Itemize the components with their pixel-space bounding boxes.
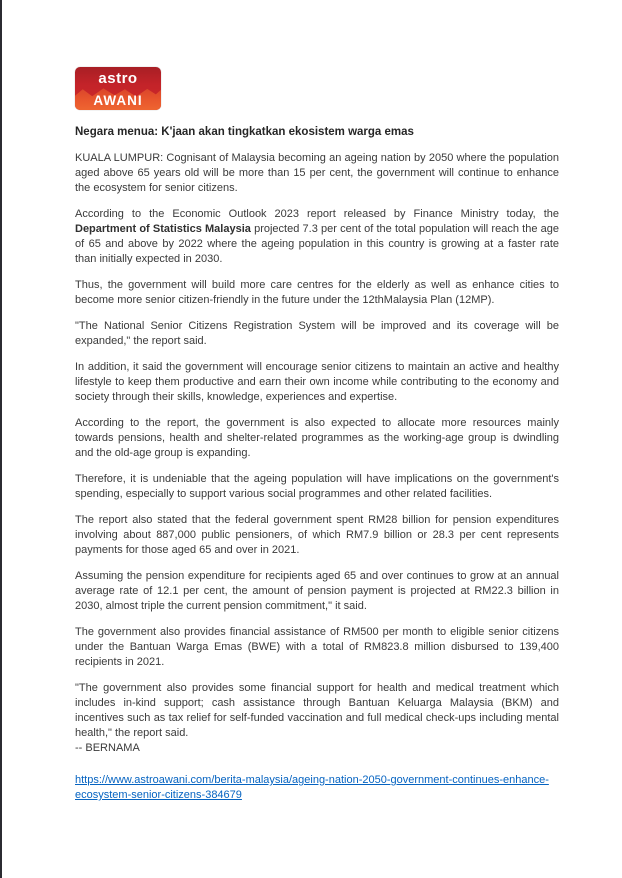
- source-article-link[interactable]: https://www.astroawani.com/berita-malaysia/ageing-nation-2050-government-continues-enhance-ecosystem-senior-citizens-384679: [75, 774, 549, 801]
- astro-awani-logo: [75, 67, 161, 110]
- article-paragraph: Assuming the pension expenditure for recipients aged 65 and over continues to grow at an annual average rate of 12.1 per cent, the amount of pension payment is projected at RM22.3 billion in 2030, almost triple the current pension commitment," it said.: [75, 570, 559, 612]
- article-content: [75, 67, 559, 803]
- article-paragraph: Therefore, it is undeniable that the ageing population will have implications on the government's spending, especially to support various social programmes and other related facilities.: [75, 473, 559, 500]
- paragraph-segment: According to the Economic Outlook 2023 report released by Finance Ministry today, the: [75, 208, 559, 220]
- paragraph-segment: "The government also provides some financial support for health and medical treatment which includes in-kind support; cash assistance through Bantuan Keluarga Malaysia (BKM) and incentives such as tax relief for self-funded vaccination and full medical check-ups including mental health," the report said.: [75, 682, 559, 739]
- article-paragraph: In addition, it said the government will encourage senior citizens to maintain an active and healthy lifestyle to keep them productive and earn their own income while contributing to the economy and society through their skills, knowledge, experiences and expertise.: [75, 361, 559, 403]
- paragraph-segment: projected 7.3 per cent of the total population will reach the age of 65 and above by 2022 where the ageing population in this country is growing at a faster rate than initially expected in 2030.: [75, 223, 559, 265]
- paragraph-bold-segment: Department of Statistics Malaysia: [75, 223, 251, 235]
- article-paragraph: According to the report, the government is also expected to allocate more resources mainly towards pensions, health and shelter-related programmes as the working-age group is dwindling and the old-age group is expanding.: [75, 417, 559, 459]
- article-paragraph: The report also stated that the federal government spent RM28 billion for pension expenditures involving about 887,000 public pensioners, of which RM7.9 billion or 28.3 per cent represents payments for those aged 65 and over in 2021.: [75, 514, 559, 556]
- article-paragraph: Thus, the government will build more care centres for the elderly as well as enhance cities to become more senior citizen-friendly in the future under the 12thMalaysia Plan (12MP).: [75, 279, 559, 306]
- article-paragraph: [75, 207, 559, 267]
- article-paragraph: [75, 681, 559, 756]
- article-paragraph: The government also provides financial assistance of RM500 per month to eligible senior citizens under the Bantuan Warga Emas (BWE) with a total of RM823.8 million disbursed to 139,400 recipients in 2021.: [75, 626, 559, 668]
- page-edge-line: [0, 0, 2, 878]
- logo-awani-text: AWANI: [93, 93, 143, 108]
- article-paragraph: "The National Senior Citizens Registration System will be improved and its coverage will be expanded," the report said.: [75, 320, 559, 347]
- article-body: [75, 151, 559, 756]
- article-paragraph: KUALA LUMPUR: Cognisant of Malaysia becoming an ageing nation by 2050 where the population aged above 65 years old will be more than 15 per cent, the government will continue to enhance the ecosystem for senior citizens.: [75, 152, 559, 194]
- bernama-byline: -- BERNAMA: [75, 742, 140, 754]
- article-headline: Negara menua: K'jaan akan tingkatkan ekosistem warga emas: [75, 126, 414, 138]
- logo-astro-text: astro: [98, 70, 138, 87]
